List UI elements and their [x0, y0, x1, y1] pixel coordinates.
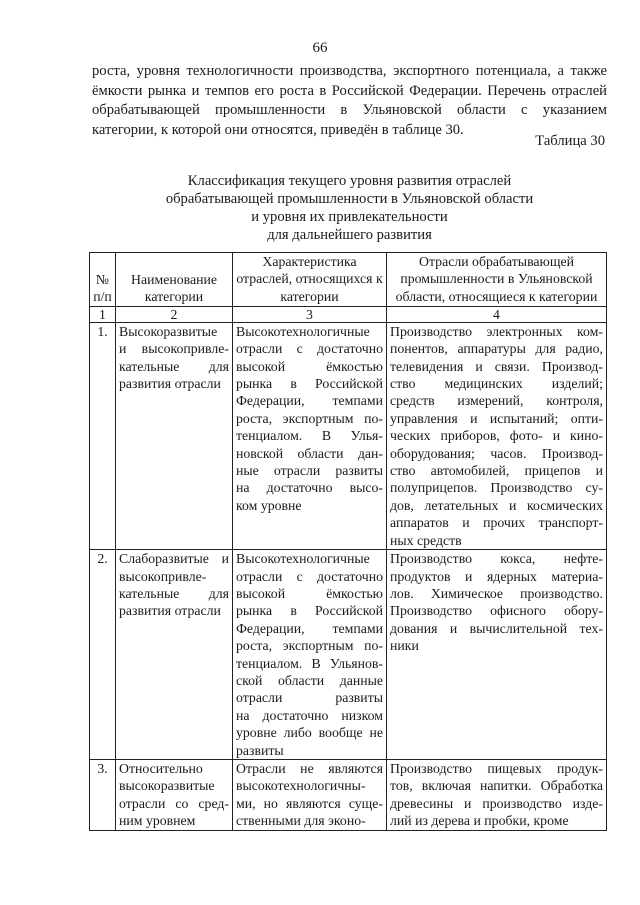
intro-line: обрабатывающей промышленности в Ульяновской области с указанием	[92, 102, 607, 119]
column-number-row	[90, 306, 607, 322]
cell-line: Относительно	[119, 760, 203, 776]
cell-line: древесины и производство изде-	[390, 795, 603, 811]
caption-line: Классификация текущего уровня развития отраслей	[187, 173, 512, 189]
category-characteristic	[233, 759, 387, 830]
cell-line: кательные для	[119, 585, 229, 601]
cell-line: телевидения и связи. Производ-	[390, 358, 603, 374]
column-number: 3	[233, 306, 387, 322]
column-number: 1	[90, 306, 116, 322]
cell-line: развиты	[236, 742, 284, 758]
cell-line: высокоразвитые	[119, 778, 215, 794]
column-number: 2	[116, 306, 233, 322]
cell-line: лий из дерева и пробки, кроме	[390, 813, 569, 829]
intro-paragraph	[92, 62, 607, 140]
cell-line: аппаратов и прочих транспорт-	[390, 515, 603, 531]
category-name	[116, 759, 233, 830]
cell-line: ской области данные	[236, 672, 383, 688]
table-label: Таблица 30	[535, 133, 605, 149]
column-number: 4	[387, 306, 607, 322]
table-row	[90, 550, 607, 760]
cell-line: высокой ёмкостью	[236, 585, 383, 601]
cell-line: тенциалом. В Улья-	[236, 428, 383, 444]
cell-line: Производство кокса, нефте-	[390, 551, 603, 567]
header-name: Наименование категории	[116, 253, 233, 307]
cell-line: высокотехнологичны-	[236, 778, 366, 794]
cell-line: развития отрасли	[119, 603, 221, 619]
cell-line: средств измерений, контроля,	[390, 393, 603, 409]
cell-line: отрасли развиты	[236, 690, 383, 706]
cell-line: ство медицинских изделий;	[390, 376, 603, 392]
cell-line: ных средств	[390, 532, 462, 548]
category-industries	[387, 759, 607, 830]
table-header-row	[90, 253, 607, 307]
intro-line: роста, уровня технологичности производства, экспортного потенциала, а также	[92, 63, 607, 79]
cell-line: Федерации, темпами	[236, 620, 383, 636]
row-number: 2.	[90, 550, 116, 760]
cell-line: отрасли со сред-	[119, 795, 229, 811]
table-row	[90, 322, 607, 549]
cell-line: отрасли с достаточно	[236, 568, 383, 584]
cell-line: роста, экспортным по-	[236, 410, 383, 426]
cell-line: развития отрасли	[119, 376, 221, 392]
cell-line: ство автомобилей, прицепов и	[390, 463, 603, 479]
cell-line: Производство электронных ком-	[390, 323, 603, 339]
caption-line: обрабатывающей промышленности в Ульяновской области	[165, 191, 534, 207]
cell-line: тенциалом. В Ульянов-	[236, 655, 383, 671]
cell-line: кательные для	[119, 358, 229, 374]
cell-line: ники	[390, 638, 419, 654]
table-row	[90, 759, 607, 830]
cell-line: ные отрасли развиты	[236, 463, 383, 479]
classification-table	[89, 252, 607, 831]
cell-line: роста, экспортным по-	[236, 638, 383, 654]
cell-line: дов, летательных и космических	[390, 497, 603, 513]
row-number: 3.	[90, 759, 116, 830]
category-name	[116, 322, 233, 549]
cell-line: рынка в Российской	[236, 376, 383, 392]
intro-line: ёмкости рынка и темпов его роста в Российской Федерации. Перечень отраслей	[92, 82, 607, 99]
cell-line: Высокотехнологичные	[236, 551, 370, 567]
intro-line: категории, к которой они относятся, приведён в таблице 30.	[92, 121, 464, 138]
cell-line: Слаборазвитые и	[119, 551, 229, 567]
cell-line: отрасли с достаточно	[236, 341, 383, 357]
cell-line: дования и вычислительной тех-	[390, 620, 603, 636]
cell-line: лов. Химическое производство.	[390, 585, 603, 601]
cell-line: рынка в Российской	[236, 603, 383, 619]
cell-line: Федерации, темпами	[236, 393, 383, 409]
cell-line: высокой ёмкостью	[236, 358, 383, 374]
cell-line: новской области дан-	[236, 445, 383, 461]
row-number: 1.	[90, 322, 116, 549]
category-characteristic	[233, 322, 387, 549]
cell-line: Производство пищевых продук-	[390, 760, 603, 776]
header-characteristic: Характеристика отраслей, относящихся к категории	[233, 253, 387, 307]
category-industries	[387, 322, 607, 549]
cell-line: Высокотехнологичные	[236, 323, 370, 339]
cell-line: продуктов и ядерных материа-	[390, 568, 603, 584]
cell-line: ним уровнем	[119, 813, 196, 829]
header-industries: Отрасли обрабатывающей промышленности в Ульяновской области, относящиеся к категории	[387, 253, 607, 307]
cell-line: высокопривле-	[119, 568, 207, 584]
cell-line: тов, включая напитки. Обработка	[390, 778, 603, 794]
cell-line: ком уровне	[236, 497, 302, 513]
table-caption	[92, 172, 607, 244]
cell-line: уровне либо вообще не	[236, 725, 383, 741]
cell-line: ми, но являются суще-	[236, 795, 383, 811]
cell-line: на достаточно низком	[236, 707, 383, 723]
cell-line: управления и испытаний; опти-	[390, 410, 603, 426]
cell-line: понентов, аппаратуры для радио,	[390, 341, 603, 357]
cell-line: Производство офисного обору-	[390, 603, 603, 619]
cell-line: на достаточно высо-	[236, 480, 383, 496]
category-characteristic	[233, 550, 387, 760]
cell-line: полуприцепов. Производство су-	[390, 480, 603, 496]
cell-line: Отрасли не являются	[236, 760, 383, 776]
category-industries	[387, 550, 607, 760]
cell-line: ственными для эконо-	[236, 813, 366, 829]
cell-line: ческих приборов, фото- и кино-	[390, 428, 603, 444]
cell-line: Высокоразвитые	[119, 323, 218, 339]
category-name	[116, 550, 233, 760]
cell-line: и высокопривле-	[119, 341, 229, 357]
header-no: № п/п	[90, 253, 116, 307]
caption-line: и уровня их привлекательности	[251, 209, 448, 225]
page-number: 66	[312, 40, 328, 56]
caption-line: для дальнейшего развития	[267, 227, 432, 243]
cell-line: оборудования; часов. Производ-	[390, 445, 603, 461]
